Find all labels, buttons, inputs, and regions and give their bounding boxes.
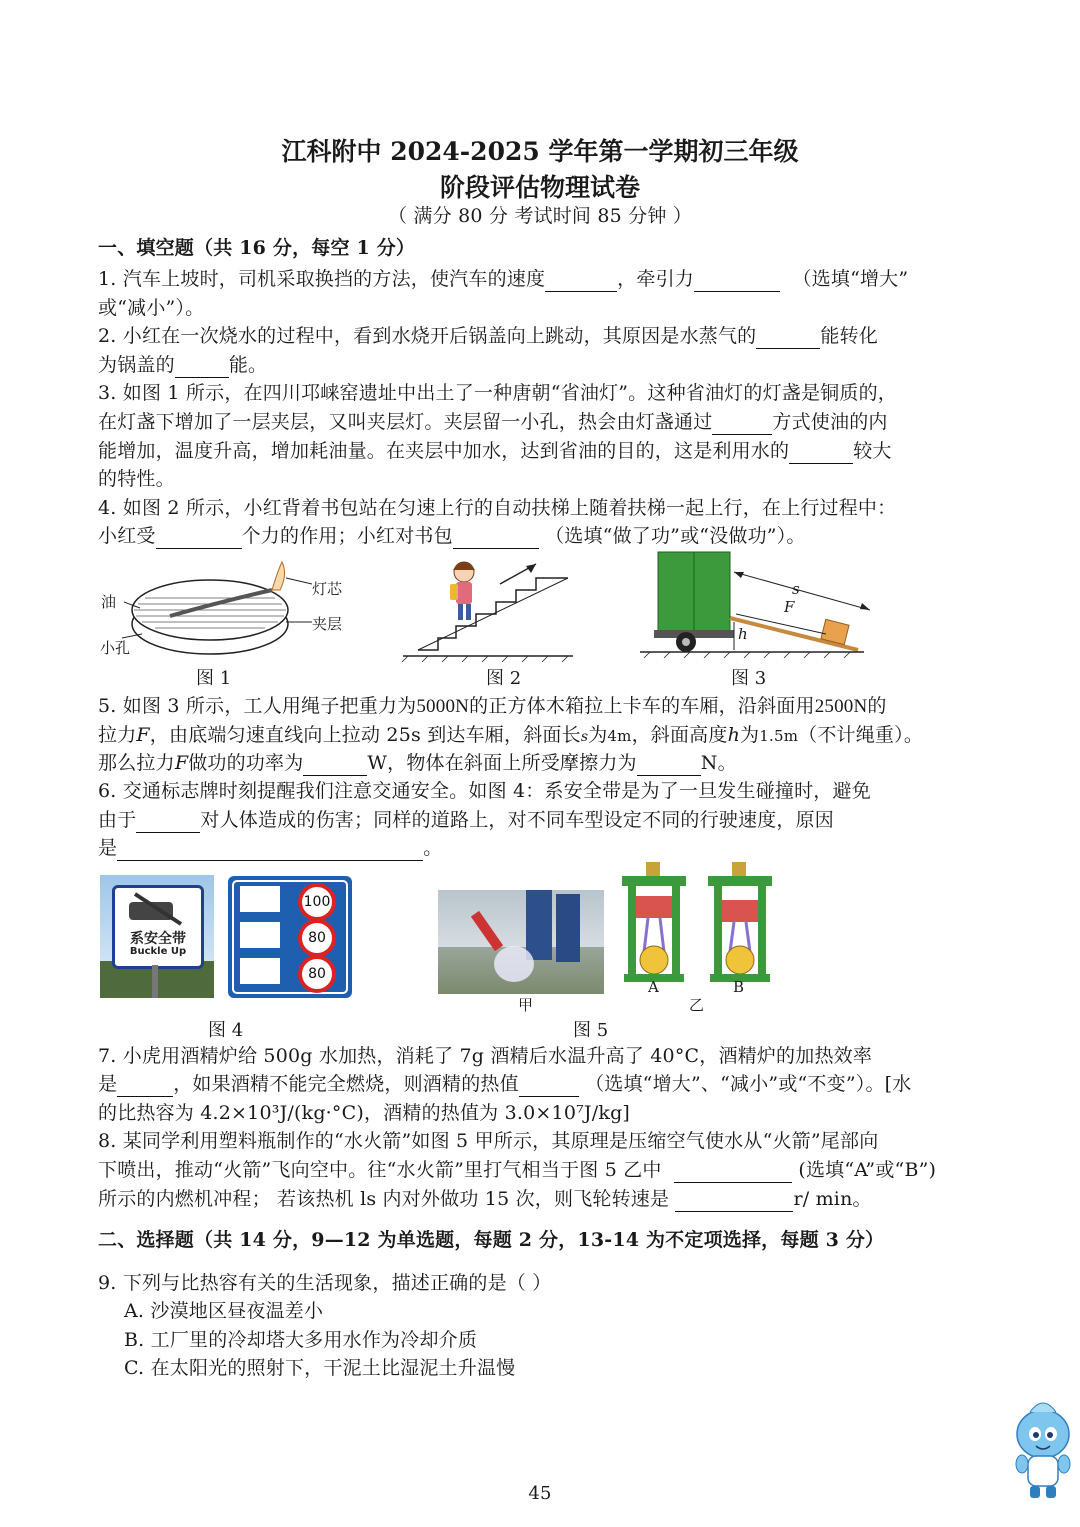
question-8-line2 — [98, 1157, 936, 1183]
q1-text-b: ，牵引力 — [617, 268, 694, 290]
q2-blank-1[interactable] — [756, 328, 820, 349]
fig5-label-b: B — [733, 978, 745, 996]
truck-icon — [240, 958, 280, 984]
q4-blank-1[interactable] — [156, 528, 242, 549]
fig3-label-s: s — [792, 580, 800, 598]
q5-text-k: 那么拉力 — [98, 752, 175, 774]
q1-blank-1[interactable] — [545, 271, 617, 292]
figure-3-truck-ramp — [640, 550, 870, 660]
fig3-label-h: h — [738, 625, 748, 643]
bus-icon — [240, 922, 280, 948]
q5-var-f-2: F — [174, 752, 189, 774]
q5-force: 2500N — [814, 696, 868, 717]
q5-text-j: （不计绳重）。 — [798, 724, 924, 746]
q5-text-e: ，由底端匀速直线向上拉动 25s 到达车厢，斜面长 — [149, 724, 581, 746]
q5-text-h: ，斜面高度 — [631, 724, 728, 746]
q2-text-a: 2. 小红在一次烧水的过程中，看到水烧开后锅盖向上跳动，其原因是水蒸气的 — [98, 325, 757, 347]
seatbelt-sign-en: Buckle Up — [129, 946, 187, 957]
figure-1-oil-lamp — [100, 550, 360, 665]
q5-var-f: F — [136, 724, 150, 746]
q1-text-c: （选填“增大” — [792, 268, 909, 290]
question-3-line2 — [98, 409, 888, 435]
q1-text-a: 1. 汽车上坡时，司机采取换挡的方法，使汽车的速度 — [98, 268, 546, 290]
fig5-caption: 图 5 — [573, 1020, 609, 1041]
q5-text-d: 拉力 — [98, 724, 137, 746]
question-3: 3. 如图 1 所示，在四川邛崃窑遗址中出土了一种唐朝“省油灯”。这种省油灯的灯盏是铜质的， — [98, 382, 897, 404]
q7-text-b: 是 — [98, 1073, 118, 1095]
q6-blank-2[interactable] — [117, 840, 423, 861]
q5-weight: 5000N — [416, 696, 470, 717]
q3-text-b: 在灯盏下增加了一层夹层，又叫夹层灯。夹层留一小孔，热会由灯盏通过 — [98, 411, 713, 433]
q5-var-s: s — [580, 729, 589, 745]
girl-with-backpack-icon — [450, 562, 475, 620]
engine-stroke-a — [622, 862, 686, 982]
question-8: 8. 某同学利用塑料瓶制作的“水火箭”如图 5 甲所示，其原理是压缩空气使水从“火箭”尾部向 — [98, 1130, 879, 1152]
figure-5-water-rocket-photo — [438, 890, 604, 994]
question-3-line4: 的特性。 — [98, 468, 175, 490]
q2-text-c: 为锅盖的 — [98, 354, 175, 376]
q4-text-b: 小红受 — [98, 525, 156, 547]
q2-text-b: 能转化 — [820, 325, 878, 347]
question-8-line3 — [98, 1186, 872, 1212]
q9-option-b[interactable]: B. 工厂里的冷却塔大多用水作为冷却介质 — [124, 1329, 478, 1351]
question-6-line2 — [98, 807, 834, 833]
fig1-label-wick: 灯芯 — [312, 580, 343, 598]
seatbelt-sign-board — [112, 885, 204, 969]
q5-text-i: 为 — [740, 724, 760, 746]
page-subtitle: （ 满分 80 分 考试时间 85 分钟 ） — [387, 205, 693, 227]
question-2-line2 — [98, 352, 267, 378]
q5-text-c: 的 — [867, 695, 887, 717]
question-1-line2: 或“减小”）。 — [98, 297, 205, 319]
car-icon — [240, 886, 280, 912]
question-5-line3 — [98, 750, 737, 776]
q5-height: 1.5m — [759, 727, 799, 745]
fig1-caption: 图 1 — [196, 668, 232, 689]
fig4-caption: 图 4 — [208, 1020, 244, 1041]
q4-text-d: （选填“做了功”或“没做功”）。 — [545, 525, 806, 547]
question-6: 6. 交通标志牌时刻提醒我们注意交通安全。如图 4：系安全带是为了一旦发生碰撞时，避免 — [98, 780, 871, 802]
q7-blank-1[interactable] — [117, 1076, 173, 1097]
question-7-line3: 的比热容为 4.2×10³J/(kg·°C)，酒精的热值为 3.0×10⁷J/kg] — [98, 1102, 631, 1124]
q5-length: 4m — [607, 727, 632, 745]
seatbelt-car-icon — [115, 888, 201, 928]
q4-text-c: 个力的作用；小红对书包 — [241, 525, 453, 547]
q8-blank-1[interactable] — [674, 1162, 792, 1183]
q7-blank-2[interactable] — [519, 1076, 579, 1097]
engine-stroke-b — [708, 862, 772, 982]
q7-text-c: ，如果酒精不能完全燃烧，则酒精的热值 — [173, 1073, 519, 1095]
question-4-line2 — [98, 523, 806, 549]
q8-blank-2[interactable] — [675, 1191, 793, 1212]
q8-text-b: 下喷出，推动“火箭”飞向空中。往“水火箭”里打气相当于图 5 乙中 — [98, 1159, 662, 1181]
question-7-line2 — [98, 1071, 911, 1097]
page-title-2: 阶段评估物理试卷 — [439, 173, 640, 202]
q5-text-l: 做功的功率为 — [188, 752, 304, 774]
q8-text-c: (选填“A”或“B”) — [798, 1159, 937, 1181]
speed-limit-100: 100 — [298, 883, 336, 921]
q5-text-b: 的正方体木箱拉上卡车的车厢，沿斜面用 — [469, 695, 815, 717]
section-heading-2: 二、选择题（共 14 分，9—12 为单选题，每题 2 分，13-14 为不定项选择，每题 3 分） — [98, 1229, 885, 1251]
q2-blank-2[interactable] — [175, 357, 229, 378]
speed-limit-80-truck: 80 — [298, 955, 336, 993]
q8-text-e: r/ min。 — [793, 1188, 872, 1210]
flame-icon — [272, 562, 285, 590]
fig5-label-yi: 乙 — [689, 996, 705, 1014]
rocket-icon — [471, 911, 503, 951]
q3-blank-2[interactable] — [789, 443, 853, 464]
q6-blank-1[interactable] — [136, 812, 200, 833]
fig3-label-f: F — [784, 598, 795, 616]
q5-text-a: 5. 如图 3 所示，工人用绳子把重力为 — [98, 695, 417, 717]
q5-blank-2[interactable] — [637, 755, 701, 776]
fig2-caption: 图 2 — [486, 668, 522, 689]
question-2 — [98, 323, 878, 349]
escalator-rail — [418, 578, 568, 650]
question-9: 9. 下列与比热容有关的生活现象，描述正确的是（ ） — [98, 1272, 552, 1294]
fig5-label-jia: 甲 — [518, 996, 534, 1014]
question-1 — [98, 266, 908, 292]
question-5 — [98, 693, 887, 720]
question-4: 4. 如图 2 所示，小红背着书包站在匀速上行的自动扶梯上随着扶梯一起上行，在上行过程中： — [98, 497, 897, 519]
q5-text-m: W，物体在斜面上所受摩擦力为 — [367, 752, 637, 774]
fig1-label-hole: 小孔 — [100, 639, 131, 657]
question-5-line2 — [98, 722, 923, 750]
page-title: 江科附中 2024-2025 学年第一学期初三年级 — [281, 137, 799, 166]
fig1-label-oil: 油 — [101, 593, 117, 611]
q6-text-c: 对人体造成的伤害；同样的道路上，对不同车型设定不同的行驶速度，原因 — [200, 809, 835, 831]
q5-var-h: h — [727, 724, 741, 746]
q5-text-n: N。 — [700, 752, 737, 774]
fig1-label-layer: 夹层 — [312, 615, 343, 633]
q2-text-d: 能。 — [228, 354, 268, 376]
q4-blank-2[interactable] — [453, 528, 539, 549]
q9-option-a[interactable]: A. 沙漠地区昼夜温差小 — [124, 1300, 324, 1322]
q3-text-e: 较大 — [853, 440, 892, 462]
q3-text-d: 能增加，温度升高，增加耗油量。在夹层中加水，达到省油的目的，这是利用水的 — [98, 440, 790, 462]
q3-text-c: 方式使油的内 — [772, 411, 888, 433]
section-heading-1: 一、填空题（共 16 分，每空 1 分） — [98, 237, 416, 259]
q5-text-g: 为 — [588, 724, 608, 746]
q9-option-c[interactable]: C. 在太阳光的照射下，干泥土比湿泥土升温慢 — [124, 1357, 516, 1379]
q3-blank-1[interactable] — [712, 414, 772, 435]
q5-blank-1[interactable] — [303, 755, 367, 776]
q6-text-b: 由于 — [98, 809, 137, 831]
q7-text-d: （选填“增大”、“减小”或“不变”）。[水 — [585, 1073, 912, 1095]
page-number: 45 — [528, 1483, 552, 1504]
figure-2-escalator — [398, 548, 578, 663]
question-3-line3 — [98, 438, 892, 464]
q1-blank-2[interactable] — [694, 271, 780, 292]
seatbelt-sign-text: 系安全带 — [130, 931, 186, 947]
figure-4-speed-sign — [228, 876, 352, 998]
person-figure — [526, 890, 552, 960]
water-spray — [494, 946, 534, 982]
q6-text-d: 是 — [98, 837, 118, 859]
figure-4-seatbelt-sign — [100, 875, 214, 998]
fig5-label-a: A — [648, 978, 659, 996]
fig3-caption: 图 3 — [731, 668, 767, 689]
speed-limit-80-bus: 80 — [298, 919, 336, 957]
q8-text-d: 所示的内燃机冲程； 若该热机 ls 内对外做功 15 次，则飞轮转速是 — [98, 1188, 670, 1210]
question-6-line3 — [98, 835, 442, 861]
figure-5-engine-strokes — [618, 856, 788, 986]
question-7: 7. 小虎用酒精炉给 500g 水加热，消耗了 7g 酒精后水温升高了 40°C，酒精炉的加热效率 — [98, 1045, 873, 1067]
q6-text-e: 。 — [423, 837, 443, 859]
person-figure-2 — [556, 894, 580, 962]
